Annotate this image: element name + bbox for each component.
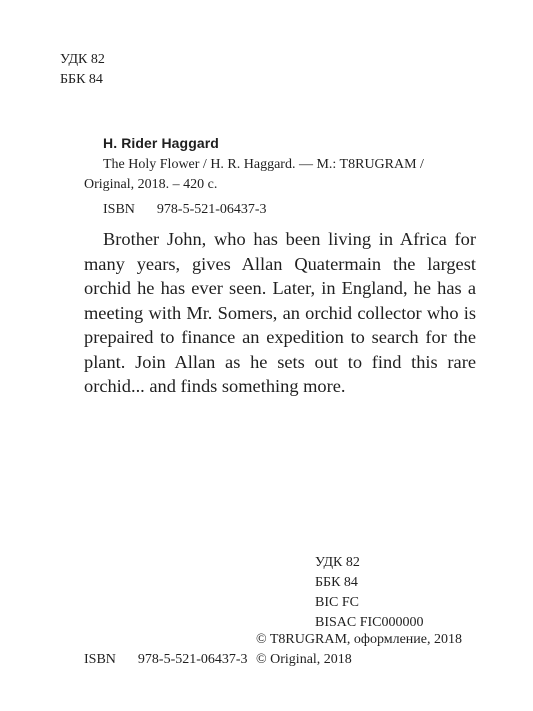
isbn-label: ISBN (84, 652, 116, 667)
copyright-original: © Original, 2018 (256, 652, 352, 667)
isbn-number: 978-5-521-06437-3 (156, 202, 267, 217)
udk-code-bottom: УДК 82 (315, 555, 360, 570)
bbk-code: ББК 84 (60, 72, 103, 87)
isbn-line-bottom (84, 650, 248, 670)
citation-text: The Holy Flower / H. R. Haggard. — M.: T8RUGRAM / Original, 2018. – 420 c. (84, 157, 424, 192)
bisac-code: BISAC FIC000000 (315, 615, 424, 630)
author-name: H. Rider Haggard (103, 135, 219, 151)
isbn-line-top (103, 202, 267, 218)
classification-codes (315, 553, 424, 633)
udk-code: УДК 82 (60, 52, 105, 67)
bic-code: BIC FC (315, 595, 359, 610)
copyright-publisher: © T8RUGRAM, оформление, 2018 (256, 632, 463, 647)
isbn-number: 978-5-521-06437-3 (137, 652, 248, 667)
annotation-text: Brother John, who has been living in Africa for many years, gives Allan Quatermain the largest orchid he has ever seen. Later, in England, he has a meeting with Mr. Somers, an orchid collector who is prepaired to finance an expedition to search for the plant. Join Allan as he sets out to find this rare orchid... and finds something more. (84, 229, 476, 396)
book-annotation (84, 227, 476, 399)
bibliographic-citation (84, 155, 476, 195)
classification-header (60, 50, 105, 90)
bbk-code-bottom: ББК 84 (315, 575, 358, 590)
isbn-label: ISBN (103, 202, 135, 217)
copyright-block (256, 630, 462, 670)
